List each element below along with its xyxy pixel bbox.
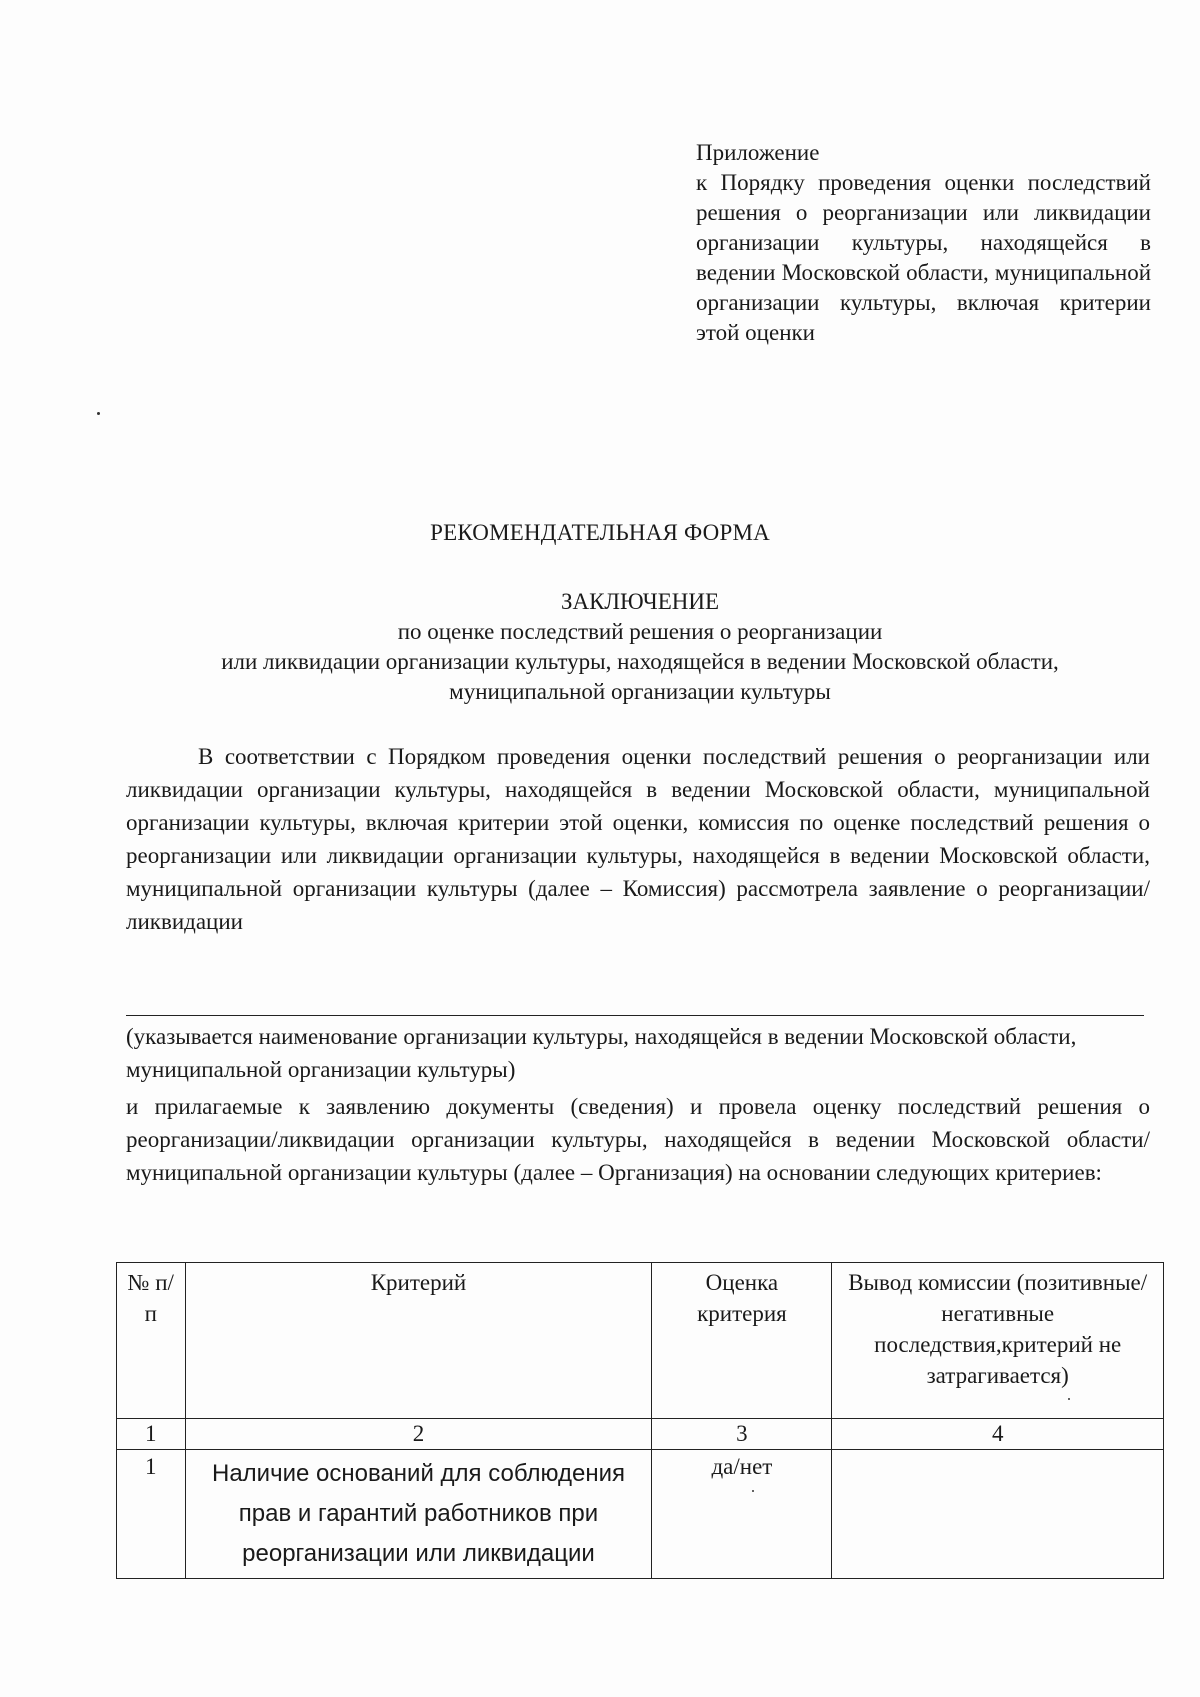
column-number: 1 [117, 1419, 186, 1450]
row-assessment: да/нет [652, 1450, 832, 1579]
form-label: РЕКОМЕНДАТЕЛЬНАЯ ФОРМА [430, 520, 770, 545]
heading-line: муниципальной организации культуры [449, 679, 831, 704]
column-number: 4 [832, 1419, 1164, 1450]
column-number: 3 [652, 1419, 832, 1450]
criteria-table [116, 1262, 1164, 1579]
document-heading [60, 587, 1200, 707]
intro-paragraph: В соответствии с Порядком проведения оценки последствий решения о реорганизации или ликвидации организации культуры, находящейся в ведении Московской области, муниципальной организации культуры, включая критерии этой оценки, комиссия по оценке последствий решения о реорганизации или ликвидации организации культуры, находящейся в ведении Московской области, муниципальной организации культуры (далее – Комиссия) рассмотрела заявление о реорганизации/ликвидации [126, 744, 1150, 934]
column-number: 2 [185, 1419, 652, 1450]
header-conclusion: Вывод комиссии (позитивные/негативные последствия,критерий не затрагивается) [832, 1263, 1164, 1419]
column-number-row [117, 1419, 1164, 1450]
appendix-title: Приложение [696, 140, 820, 165]
heading-line: по оценке последствий решения о реорганизации [397, 619, 883, 644]
table-row [117, 1450, 1164, 1579]
heading-line: или ликвидации организации культуры, находящейся в ведении Московской области, [221, 649, 1059, 674]
organization-name-hint: (указывается наименование организации культуры, находящейся в ведении Московской области, муниципальной организации культуры) [126, 1024, 1077, 1082]
header-num: № п/п [117, 1263, 186, 1419]
row-criterion: Наличие оснований для соблюдения прав и гарантий работников при реорганизации или ликвидации [185, 1450, 652, 1579]
header-assessment: Оценка критерия [652, 1263, 832, 1419]
heading-title: ЗАКЛЮЧЕНИЕ [560, 589, 720, 614]
header-criterion: Критерий [185, 1263, 652, 1419]
row-conclusion [832, 1450, 1164, 1579]
appendix-block [696, 138, 1151, 348]
organization-name-blank [126, 1015, 1144, 1016]
table-header-row [117, 1263, 1164, 1419]
appendix-text: к Порядку проведения оценки последствий решения о реорганизации или ликвидации организации культуры, находящейся в ведении Московской области, муниципальной организации культуры, включая критерии этой оценки [696, 170, 1151, 345]
scan-speck [97, 412, 100, 415]
row-num: 1 [117, 1450, 186, 1579]
criteria-paragraph: и прилагаемые к заявлению документы (сведения) и провела оценку последствий решения о реорганизации/ликвидации организации культуры, находящейся в ведении Московской области/муниципальной организации культуры (далее – Организация) на основании следующих критериев: [126, 1094, 1150, 1185]
